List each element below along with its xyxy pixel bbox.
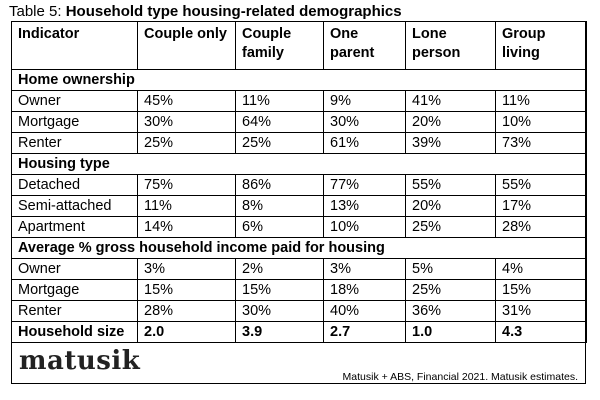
- cell: 8%: [236, 196, 324, 217]
- section-title: Home ownership: [12, 70, 587, 91]
- cell: 31%: [496, 301, 587, 322]
- cell: 55%: [496, 175, 587, 196]
- cell: 30%: [324, 112, 406, 133]
- header-row: [12, 22, 587, 70]
- cell: 30%: [236, 301, 324, 322]
- cell: 11%: [138, 196, 236, 217]
- caption-prefix: Table 5:: [9, 3, 66, 20]
- cell: 55%: [406, 175, 496, 196]
- cell: 3.9: [236, 322, 324, 343]
- cell: 86%: [236, 175, 324, 196]
- cell: 10%: [496, 112, 587, 133]
- cell: 1.0: [406, 322, 496, 343]
- demographics-table: [11, 21, 587, 343]
- cell: 15%: [236, 280, 324, 301]
- cell: 5%: [406, 259, 496, 280]
- cell: 25%: [236, 133, 324, 154]
- table-row: [12, 280, 587, 301]
- cell: 15%: [496, 280, 587, 301]
- cell: 41%: [406, 91, 496, 112]
- cell: 28%: [138, 301, 236, 322]
- row-label: Owner: [12, 91, 138, 112]
- section-title: Housing type: [12, 154, 587, 175]
- cell: 4%: [496, 259, 587, 280]
- section-title: Average % gross household income paid for housing: [12, 238, 587, 259]
- cell: 10%: [324, 217, 406, 238]
- cell: 17%: [496, 196, 587, 217]
- row-label: Detached: [12, 175, 138, 196]
- table-row: [12, 91, 587, 112]
- cell: 11%: [496, 91, 587, 112]
- cell: 11%: [236, 91, 324, 112]
- caption-title: Household type housing-related demographics: [65, 3, 402, 20]
- cell: 14%: [138, 217, 236, 238]
- table-row: [12, 112, 587, 133]
- cell: 25%: [406, 217, 496, 238]
- column-header: Lone person: [406, 22, 496, 70]
- cell: 13%: [324, 196, 406, 217]
- row-label: Apartment: [12, 217, 138, 238]
- row-label: Mortgage: [12, 280, 138, 301]
- cell: 28%: [496, 217, 587, 238]
- table-caption: [9, 3, 402, 21]
- cell: 15%: [138, 280, 236, 301]
- cell: 36%: [406, 301, 496, 322]
- cell: 3%: [324, 259, 406, 280]
- cell: 40%: [324, 301, 406, 322]
- row-label: Household size: [12, 322, 138, 343]
- cell: 4.3: [496, 322, 587, 343]
- cell: 6%: [236, 217, 324, 238]
- row-label: Renter: [12, 301, 138, 322]
- cell: 61%: [324, 133, 406, 154]
- cell: 3%: [138, 259, 236, 280]
- table-row: [12, 259, 587, 280]
- cell: 77%: [324, 175, 406, 196]
- table-row: [12, 196, 587, 217]
- section-row: [12, 238, 587, 259]
- column-header: Group living: [496, 22, 587, 70]
- cell: 39%: [406, 133, 496, 154]
- row-label: Mortgage: [12, 112, 138, 133]
- source-note: Matusik + ABS, Financial 2021. Matusik estimates.: [342, 371, 578, 383]
- column-header: Couple family: [236, 22, 324, 70]
- cell: 64%: [236, 112, 324, 133]
- cell: 9%: [324, 91, 406, 112]
- column-header: Indicator: [12, 22, 138, 70]
- cell: 75%: [138, 175, 236, 196]
- cell: 18%: [324, 280, 406, 301]
- cell: 30%: [138, 112, 236, 133]
- cell: 2.7: [324, 322, 406, 343]
- table-row: [12, 217, 587, 238]
- cell: 2%: [236, 259, 324, 280]
- table-row: [12, 175, 587, 196]
- table-row: [12, 133, 587, 154]
- row-label: Owner: [12, 259, 138, 280]
- table-row: [12, 301, 587, 322]
- column-header: One parent: [324, 22, 406, 70]
- cell: 20%: [406, 196, 496, 217]
- cell: 2.0: [138, 322, 236, 343]
- section-row: [12, 70, 587, 91]
- household-size-row: [12, 322, 587, 343]
- column-header: Couple only: [138, 22, 236, 70]
- row-label: Renter: [12, 133, 138, 154]
- cell: 25%: [406, 280, 496, 301]
- section-row: [12, 154, 587, 175]
- matusik-logo: matusik: [19, 346, 141, 376]
- cell: 20%: [406, 112, 496, 133]
- cell: 25%: [138, 133, 236, 154]
- row-label: Semi-attached: [12, 196, 138, 217]
- cell: 45%: [138, 91, 236, 112]
- cell: 73%: [496, 133, 587, 154]
